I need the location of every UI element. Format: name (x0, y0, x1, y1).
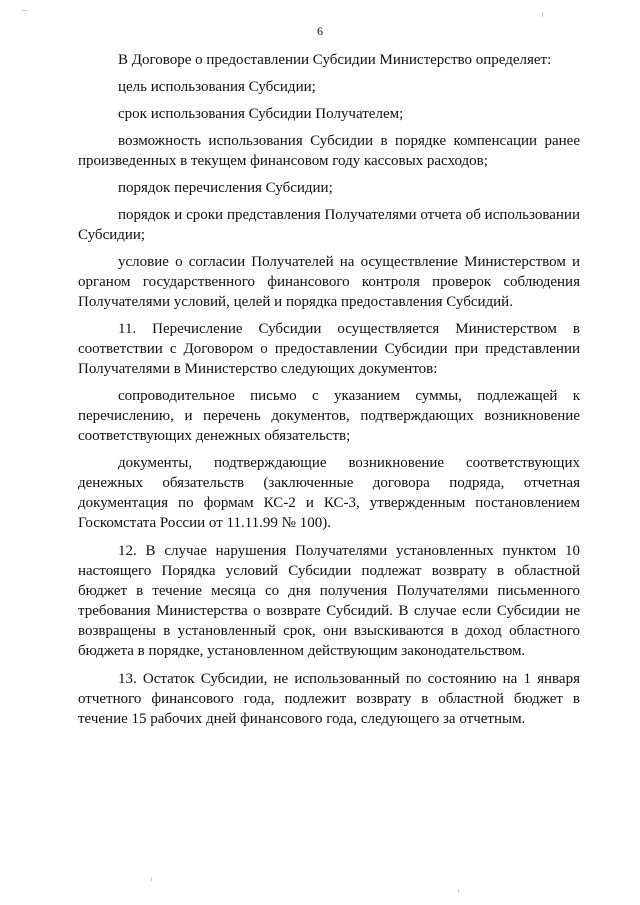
text-line: Госкомстата России от 11.11.99 № 100). (78, 515, 331, 531)
paragraph (78, 131, 580, 171)
text-line: порядок перечисления Субсидии; (118, 180, 333, 196)
paragraph (78, 386, 580, 446)
text-line: срок использования Субсидии Получателем; (118, 106, 404, 122)
text-line: Получателями условий, целей и порядка предоставления Субсидий. (78, 294, 513, 310)
text-line: перечислению, и перечень документов, подтверждающих возникновение (78, 408, 580, 424)
text-line: денежных обязательств (заключенные договора подряда, отчетная (78, 475, 580, 491)
text-line: отчетного финансового года, подлежит возврату в областной бюджет в (78, 691, 580, 707)
text-line: Субсидии; (78, 227, 146, 243)
paragraph (78, 319, 580, 379)
scan-mark (151, 877, 152, 881)
text-line: документы, подтверждающие возникновение соответствующих (118, 455, 580, 471)
document-body (78, 50, 580, 729)
text-line: возвращены в установленный срок, они взыскиваются в доход областного (78, 623, 580, 639)
page-number: 6 (317, 24, 323, 38)
paragraph-gap (78, 245, 580, 252)
text-line: произведенных в текущем финансовом году кассовых расходов; (78, 153, 488, 169)
text-line: соответствующих денежных обязательств; (78, 428, 351, 444)
paragraph (78, 77, 580, 97)
text-line: условие о согласии Получателей на осуществление Министерством и (118, 254, 580, 270)
paragraph-gap (78, 70, 580, 77)
text-line: течение 15 рабочих дней финансового года, следующего за отчетным. (78, 711, 526, 727)
paragraph-gap (78, 124, 580, 131)
text-line: бюджета в порядке, установленном действующим законодательством. (78, 643, 526, 659)
text-line: требования Министерства о возврате Субсидий. В случае если Субсидии не (78, 603, 580, 619)
paragraph (78, 453, 580, 533)
text-line: порядок и сроки представления Получателями отчета об использовании (118, 207, 580, 223)
paragraph-gap (78, 312, 580, 319)
paragraph-gap (78, 379, 580, 386)
text-line: органом государственного финансового контроля проверок соблюдения (78, 274, 580, 290)
text-line: 12. В случае нарушения Получателями установленных пунктом 10 (118, 543, 580, 559)
paragraph-gap (78, 661, 580, 669)
text-line: документация по формам КС-2 и КС-3, утвержденным постановлением (78, 495, 580, 511)
paragraph-gap (78, 446, 580, 453)
paragraph-gap (78, 97, 580, 104)
text-line: цель использования Субсидии; (118, 79, 316, 95)
text-line: настоящего Порядка условий Субсидии подлежат возврату в областной (78, 563, 580, 579)
text-line: соответствии с Договором о предоставлении Субсидии при представлении (78, 341, 580, 357)
paragraph-gap (78, 533, 580, 541)
paragraph (78, 669, 580, 729)
text-line: 13. Остаток Субсидии, не использованный по состоянию на 1 января (118, 671, 580, 687)
paragraph (78, 205, 580, 245)
scan-mark (458, 889, 459, 893)
paragraph (78, 104, 580, 124)
text-line: сопроводительное письмо с указанием суммы, подлежащей к (118, 388, 580, 404)
paragraph (78, 252, 580, 312)
text-line: В Договоре о предоставлении Субсидии Министерство определяет: (118, 52, 552, 68)
text-line: Получателями в Министерство следующих документов: (78, 361, 438, 377)
text-line: 11. Перечисление Субсидии осуществляется Министерством в (118, 321, 580, 337)
paragraph (78, 50, 580, 70)
paragraph-gap (78, 198, 580, 205)
scan-mark (542, 12, 543, 17)
paragraph (78, 541, 580, 661)
text-line: бюджет в течение месяца со дня получения Получателями письменного (78, 583, 580, 599)
paragraph (78, 178, 580, 198)
text-line: возможность использования Субсидии в порядке компенсации ранее (118, 133, 580, 149)
paragraph-gap (78, 171, 580, 178)
scan-mark (22, 10, 27, 11)
